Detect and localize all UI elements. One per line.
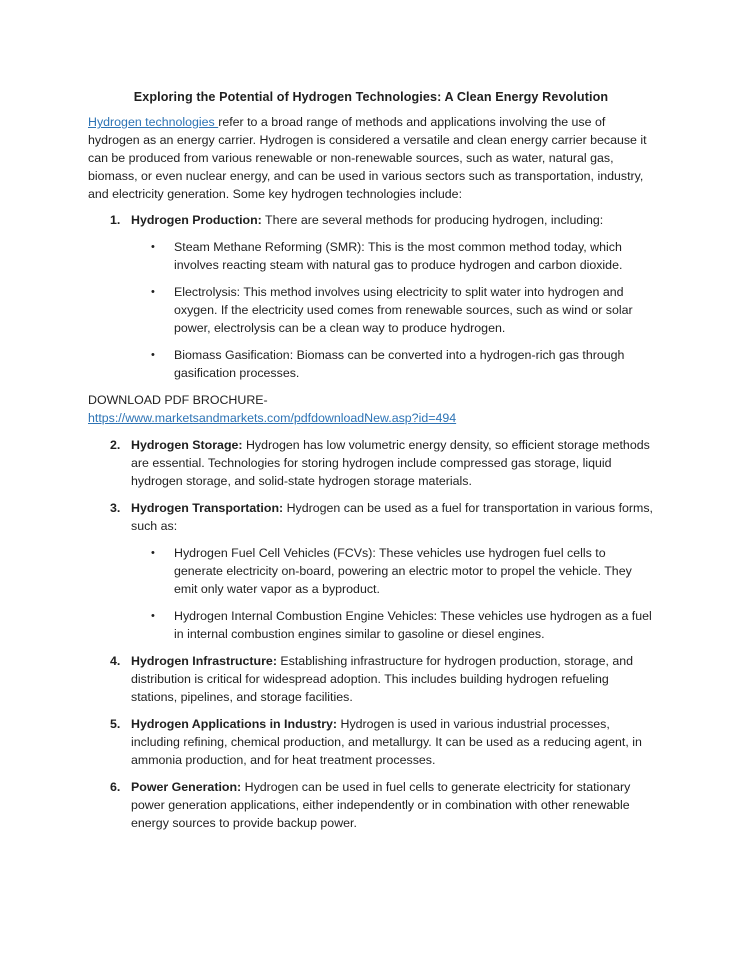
bullet-item bbox=[131, 607, 654, 643]
bullet-item bbox=[131, 544, 654, 598]
document-title: Exploring the Potential of Hydrogen Technologies: A Clean Energy Revolution bbox=[133, 90, 609, 104]
item-number: 6. bbox=[110, 780, 121, 794]
list-item-hydrogen-production bbox=[88, 211, 654, 382]
item-number: 4. bbox=[110, 654, 121, 668]
item-text: Hydrogen has low volumetric energy density, so efficient storage methods are essential. Technologies for storing hydrogen include compressed gas storage, liquid hydrogen storage, and solid-state hydrogen storage materials. bbox=[131, 438, 650, 488]
list-item-hydrogen-storage bbox=[88, 436, 654, 490]
bullet-text: Biomass Gasification: Biomass can be converted into a hydrogen-rich gas through gasification processes. bbox=[174, 348, 625, 380]
list-item-hydrogen-infrastructure bbox=[88, 652, 654, 706]
item-text: There are several methods for producing hydrogen, including: bbox=[261, 213, 604, 227]
bullet-item bbox=[131, 346, 654, 382]
download-label: DOWNLOAD PDF BROCHURE- bbox=[88, 393, 268, 407]
bullet-text: Hydrogen Internal Combustion Engine Vehicles: These vehicles use hydrogen as a fuel in internal combustion engines similar to gasoline or diesel engines. bbox=[174, 609, 652, 641]
bullet-text: Hydrogen Fuel Cell Vehicles (FCVs): These vehicles use hydrogen fuel cells to generate electricity on-board, powering an electric motor to propel the vehicle. They emit only water vapor as a byproduct. bbox=[174, 546, 632, 596]
item-text: Hydrogen can be used as a fuel for transportation in various forms, such as: bbox=[131, 501, 653, 533]
bullet-icon: • bbox=[151, 610, 155, 622]
list-item-power-generation bbox=[88, 778, 654, 832]
bullet-icon: • bbox=[151, 547, 155, 559]
bullet-text: Electrolysis: This method involves using electricity to split water into hydrogen and oxygen. If the electricity used comes from renewable sources, such as wind or solar power, electrolysis can be a clean way to produce hydrogen. bbox=[174, 285, 633, 335]
list-item-hydrogen-transportation bbox=[88, 499, 654, 643]
item-heading: Hydrogen Infrastructure: bbox=[131, 654, 277, 668]
bullet-item bbox=[131, 238, 654, 274]
item-number: 3. bbox=[110, 501, 121, 515]
bullet-icon: • bbox=[151, 286, 155, 298]
list-item-hydrogen-applications bbox=[88, 715, 654, 769]
item-heading: Hydrogen Transportation: bbox=[131, 501, 284, 515]
transportation-forms-list bbox=[131, 544, 654, 643]
download-brochure bbox=[88, 391, 654, 427]
intro-text: refer to a broad range of methods and applications involving the use of hydrogen as an energy carrier. Hydrogen is considered a versatile and clean energy carrier because it can be produced from various renewable or non-renewable sources, such as water, natural gas, biomass, or even nuclear energy, and can be used in various sectors such as transportation, industry, and electricity generation. Some key hydrogen technologies include: bbox=[88, 115, 647, 201]
bullet-icon: • bbox=[151, 241, 155, 253]
item-heading: Power Generation: bbox=[131, 780, 242, 794]
document-page bbox=[88, 88, 654, 841]
item-heading: Hydrogen Production: bbox=[131, 213, 262, 227]
item-number: 1. bbox=[110, 213, 121, 227]
bullet-icon: • bbox=[151, 349, 155, 361]
technology-list-part-1 bbox=[88, 211, 654, 382]
item-text: Hydrogen is used in various industrial processes, including refining, chemical production, and metallurgy. It can be used as a reducing agent, in ammonia production, and for heat treatment processes. bbox=[131, 717, 642, 767]
item-heading: Hydrogen Applications in Industry: bbox=[131, 717, 338, 731]
intro-paragraph bbox=[88, 113, 654, 203]
bullet-text: Steam Methane Reforming (SMR): This is the most common method today, which involves reacting steam with natural gas to produce hydrogen and carbon dioxide. bbox=[174, 240, 623, 272]
item-text: Establishing infrastructure for hydrogen production, storage, and distribution is critical for widespread adoption. This includes building hydrogen refueling stations, pipelines, and storage facilities. bbox=[131, 654, 634, 704]
item-number: 5. bbox=[110, 717, 121, 731]
technology-list-part-2 bbox=[88, 436, 654, 832]
bullet-item bbox=[131, 283, 654, 337]
download-url-link[interactable]: https://www.marketsandmarkets.com/pdfdownloadNew.asp?id=494 bbox=[88, 411, 457, 425]
hydrogen-technologies-link[interactable]: Hydrogen technologies bbox=[88, 115, 219, 129]
item-heading: Hydrogen Storage: bbox=[131, 438, 243, 452]
item-number: 2. bbox=[110, 438, 121, 452]
item-text: Hydrogen can be used in fuel cells to generate electricity for stationary power generation applications, either independently or in combination with other renewable energy sources to provide backup power. bbox=[131, 780, 631, 830]
production-methods-list bbox=[131, 238, 654, 382]
